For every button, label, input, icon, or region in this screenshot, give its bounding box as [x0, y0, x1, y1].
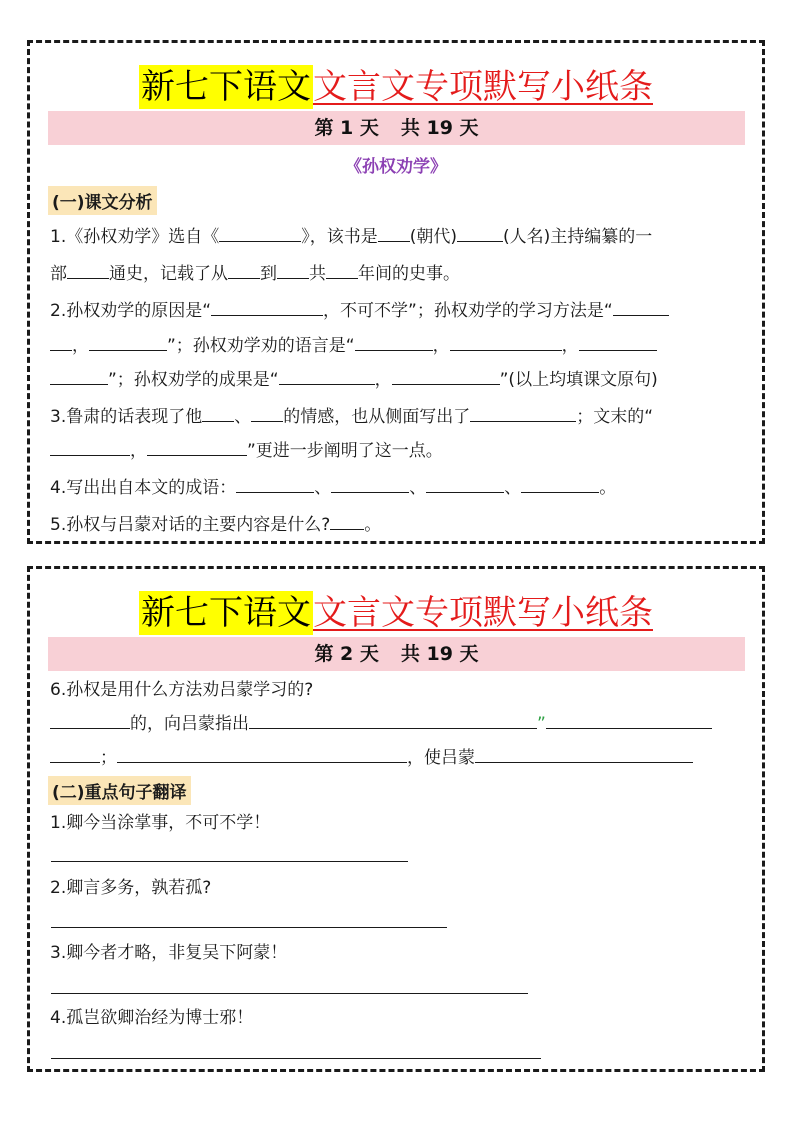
fill-blank[interactable]	[546, 710, 712, 729]
day-band	[48, 637, 745, 671]
fill-blank[interactable]	[355, 332, 433, 351]
question-2-line3: ”；孙权劝学的成果是“ ， ”(以上均填课文原句)	[50, 366, 748, 392]
fill-blank[interactable]	[392, 366, 500, 385]
answer-line[interactable]	[51, 1058, 541, 1059]
title-highlight: 新七下语文	[141, 67, 311, 107]
fill-blank[interactable]	[475, 744, 693, 763]
fill-blank[interactable]	[202, 403, 234, 422]
answer-line[interactable]	[51, 993, 528, 994]
day-label: 第 2 天	[314, 643, 379, 665]
translation-item-1: 1.卿今当涂掌事，不可不学！	[50, 813, 271, 833]
fill-blank[interactable]	[50, 744, 100, 763]
question-2-line1: 2.孙权劝学的原因是“ ，不可不学”；孙权劝学的学习方法是“	[50, 297, 748, 323]
question-2-line2: ， ”；孙权劝学劝的语言是“ ， ，	[50, 332, 748, 358]
lesson-subtitle: 《孙权劝学》	[345, 157, 447, 177]
total-label: 共 19 天	[400, 643, 479, 665]
question-1-line1: 1.《孙权劝学》选自《 》，该书是 (朝代) (人名)主持编纂的一	[50, 223, 748, 249]
title-red: 文言文专项默写小纸条	[313, 593, 653, 633]
worksheet-title	[30, 585, 762, 634]
fill-blank[interactable]	[89, 332, 167, 351]
total-label: 共 19 天	[400, 117, 479, 139]
question-6-line3: ； ，使吕蒙	[50, 744, 748, 770]
question-1-line2: 部 通史，记载了从 到 共 年间的史事。	[50, 260, 748, 286]
question-4: 4.写出出自本文的成语： 、 、 、 。	[50, 474, 748, 500]
translation-item-2: 2.卿言多务，孰若孤?	[50, 878, 212, 898]
fill-blank[interactable]	[326, 260, 358, 279]
fill-blank[interactable]	[228, 260, 260, 279]
fill-blank[interactable]	[147, 437, 247, 456]
question-6: 6.孙权是用什么方法劝吕蒙学习的?	[50, 680, 314, 700]
answer-line[interactable]	[51, 927, 447, 928]
day-band	[48, 111, 745, 145]
translation-item-3: 3.卿今者才略，非复吴下阿蒙！	[50, 943, 288, 963]
fill-blank[interactable]	[457, 223, 503, 242]
fill-blank[interactable]	[211, 297, 323, 316]
green-quote-mark: ”	[537, 714, 546, 734]
section-heading-translation: (二)重点句子翻译	[48, 776, 191, 805]
fill-blank[interactable]	[117, 744, 407, 763]
fill-blank[interactable]	[470, 403, 576, 422]
worksheet-card-day2	[27, 566, 765, 1072]
fill-blank[interactable]	[50, 366, 108, 385]
fill-blank[interactable]	[249, 710, 537, 729]
title-red: 文言文专项默写小纸条	[313, 67, 653, 107]
worksheet-card-day1	[27, 40, 765, 544]
fill-blank[interactable]	[579, 332, 657, 351]
question-3-line2: ， ”更进一步阐明了这一点。	[50, 437, 748, 463]
fill-blank[interactable]	[236, 474, 314, 493]
fill-blank[interactable]	[279, 366, 375, 385]
fill-blank[interactable]	[67, 260, 109, 279]
fill-blank[interactable]	[521, 474, 599, 493]
section-heading-analysis: (一)课文分析	[48, 186, 157, 215]
translation-item-4: 4.孤岂欲卿治经为博士邪！	[50, 1008, 254, 1028]
question-3-line1: 3.鲁肃的话表现了他 、 的情感，也从侧面写出了 ；文末的“	[50, 403, 748, 429]
question-6-line2: 的，向吕蒙指出 ”	[50, 710, 748, 736]
fill-blank[interactable]	[50, 437, 130, 456]
fill-blank[interactable]	[219, 223, 301, 242]
worksheet-title	[30, 59, 762, 108]
fill-blank[interactable]	[277, 260, 309, 279]
question-5: 5.孙权与吕蒙对话的主要内容是什么? 。	[50, 511, 748, 537]
fill-blank[interactable]	[613, 297, 669, 316]
fill-blank[interactable]	[251, 403, 283, 422]
fill-blank[interactable]	[450, 332, 562, 351]
answer-line[interactable]	[51, 861, 408, 862]
fill-blank[interactable]	[426, 474, 504, 493]
fill-blank[interactable]	[378, 223, 410, 242]
fill-blank[interactable]	[50, 332, 72, 351]
day-label: 第 1 天	[314, 117, 379, 139]
fill-blank[interactable]	[330, 511, 364, 530]
fill-blank[interactable]	[331, 474, 409, 493]
title-highlight: 新七下语文	[141, 593, 311, 633]
fill-blank[interactable]	[50, 710, 130, 729]
